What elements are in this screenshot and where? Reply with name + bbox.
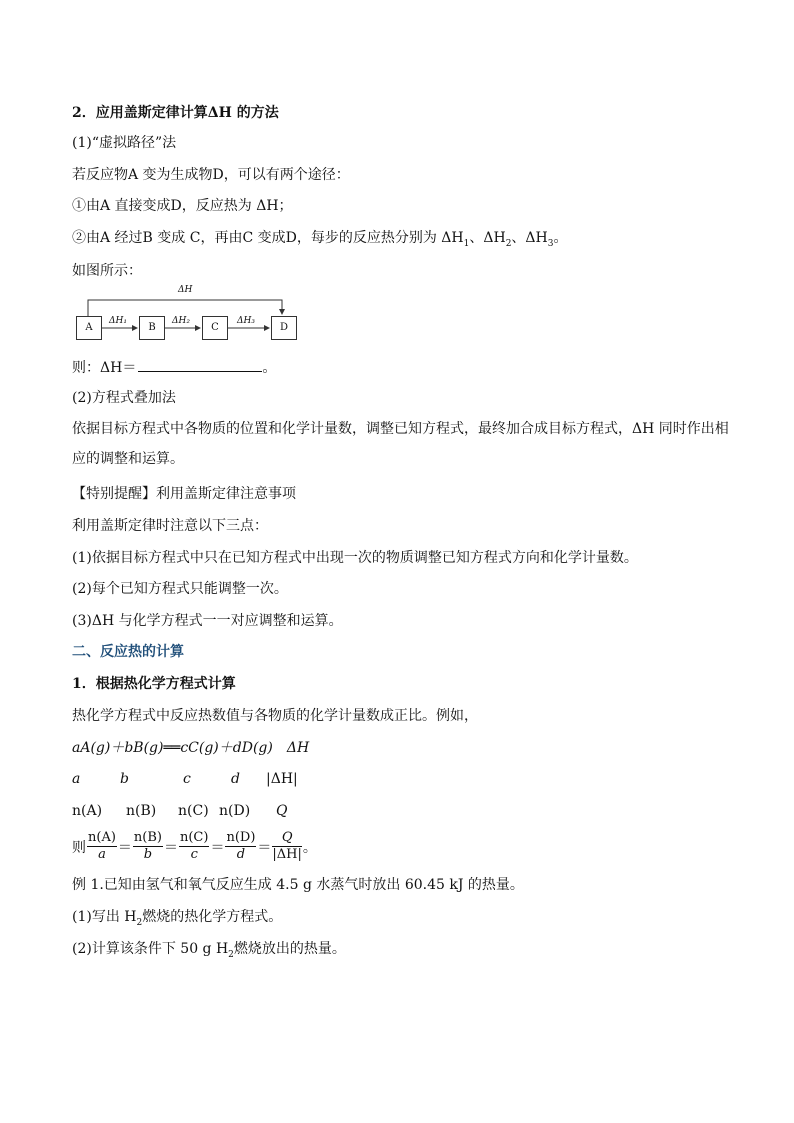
direct-path-arrow xyxy=(88,300,282,316)
box-a: A xyxy=(76,316,102,340)
tip-item-3: (3)ΔH 与化学方程式一一对应调整和运算。 xyxy=(72,613,343,629)
fraction-q: $\frac{Q}{|\Delta H|}$ xyxy=(272,830,302,862)
example-question-2: (2)计算该条件下 50 g $H_2$燃烧放出的热量。 xyxy=(72,941,346,960)
amount-a: n(A) xyxy=(72,803,103,819)
part2-subheading: 1．根据热化学方程式计算 xyxy=(72,676,236,692)
path-2: ②由A 经过B 变成 C，再由C 变成D，每步的反应热分别为 $\Delta H_1$、$\Delta H_2$、$\Delta H_3$。 xyxy=(72,230,568,249)
tip-title: 【特别提醒】利用盖斯定律注意事项 xyxy=(72,486,296,502)
general-equation: aA(g)＋bB(g)══cC(g)＋dD(g) ΔH xyxy=(72,740,310,756)
coef-c: c xyxy=(183,771,191,787)
fraction-d: $\frac{n(D)}{d}$ xyxy=(226,830,256,862)
fill-in-blank: 则：ΔH＝ 。 xyxy=(72,357,732,378)
box-c: C xyxy=(202,316,228,340)
fraction-c: $\frac{n(C)}{c}$ xyxy=(179,830,209,862)
ratio-equation: 则 $\frac{n(A)}{a}$ ＝ $\frac{n(B)}{b}$ ＝ $\frac{n(C)}{c}$ ＝ $\frac{n(D)}{d}$ ＝ $\frac{Q}{|\Delta H|}$ 。 xyxy=(72,830,317,862)
amount-q: Q xyxy=(276,803,288,819)
step-dh2-label: ΔH₂ xyxy=(172,316,190,326)
fraction-a: $\frac{n(A)}{a}$ xyxy=(88,830,116,862)
coef-b: b xyxy=(120,771,129,787)
part2-heading: 二、反应热的计算 xyxy=(72,644,184,660)
example-question-1: (1)写出 $H_2$燃烧的热化学方程式。 xyxy=(72,909,283,928)
box-d: D xyxy=(271,316,297,340)
tip-item-2: (2)每个已知方程式只能调整一次。 xyxy=(72,581,288,597)
coef-a: a xyxy=(72,771,81,787)
step-dh3-label: ΔH₃ xyxy=(237,316,255,326)
fraction-b: $\frac{n(B)}{b}$ xyxy=(133,830,162,862)
coef-d: d xyxy=(231,771,240,787)
section-heading: 2．应用盖斯定律计算ΔH 的方法 xyxy=(72,105,279,121)
coef-dh: |ΔH| xyxy=(266,771,298,787)
tip-intro: 利用盖斯定律时注意以下三点： xyxy=(72,518,268,534)
step-dh1-label: ΔH₁ xyxy=(109,316,127,326)
reaction-path-diagram xyxy=(75,285,305,345)
method1-intro: 若反应物A 变为生成物D，可以有两个途径： xyxy=(72,167,350,183)
box-b: B xyxy=(139,316,165,340)
amount-b: n(B) xyxy=(126,803,157,819)
method1-title: (1)“虚拟路径”法 xyxy=(72,135,177,151)
path-1: ①由A 直接变成D，反应热为 ΔH； xyxy=(72,198,293,214)
answer-blank[interactable] xyxy=(138,357,262,372)
amount-d: n(D) xyxy=(219,803,251,819)
part2-text: 热化学方程式中反应热数值与各物质的化学计量数成正比。例如， xyxy=(72,708,478,724)
amount-c: n(C) xyxy=(178,803,209,819)
method2-text: 依据目标方程式中各物质的位置和化学计量数，调整已知方程式，最终加合成目标方程式，ΔH 同时作出相应的调整和运算。 xyxy=(72,421,729,467)
figure-intro: 如图所示： xyxy=(72,263,142,279)
example-1: 例 1.已知由氢气和氧气反应生成 4.5 g 水蒸气时放出 60.45 kJ 的热量。 xyxy=(72,877,524,893)
method2-title: (2)方程式叠加法 xyxy=(72,390,176,406)
direct-dh-label: ΔH xyxy=(178,285,193,295)
tip-item-1: (1)依据目标方程式中只在已知方程式中出现一次的物质调整已知方程式方向和化学计量数。 xyxy=(72,550,638,566)
